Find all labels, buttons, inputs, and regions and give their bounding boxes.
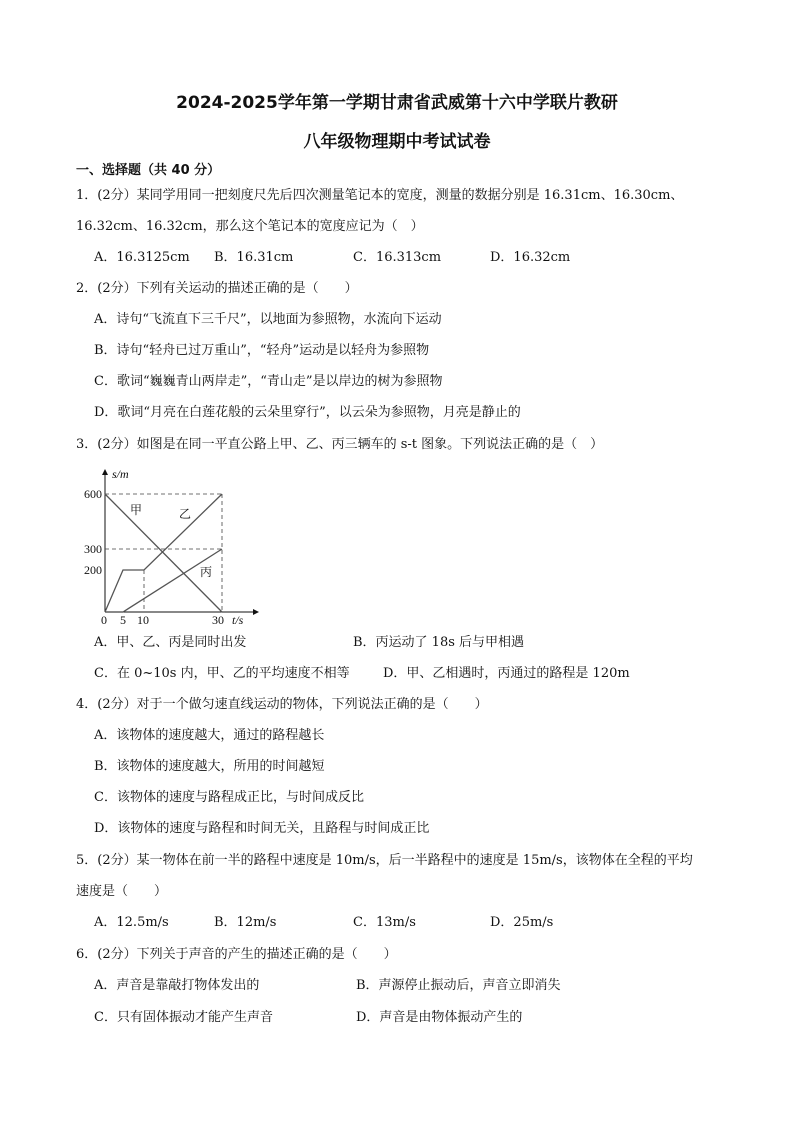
question-3-option-d: D．甲、乙相遇时，丙通过的路程是 120m bbox=[383, 666, 630, 681]
question-1-option-b: B．16.31cm bbox=[214, 250, 294, 265]
label-jia: 甲 bbox=[130, 503, 143, 517]
y-tick-600: 600 bbox=[84, 487, 102, 501]
question-4-option-d: D．该物体的速度与路程和时间无关，且路程与时间成正比 bbox=[94, 821, 430, 836]
page-subtitle: 八年级物理期中考试试卷 bbox=[303, 132, 491, 152]
origin-label: 0 bbox=[101, 613, 107, 626]
label-yi: 乙 bbox=[179, 507, 192, 521]
question-2-option-c: C．歌词“巍巍青山两岸走”，“青山走”是以岸边的树为参照物 bbox=[94, 374, 443, 389]
x-tick-10: 10 bbox=[137, 613, 149, 626]
line-bing bbox=[123, 549, 222, 612]
x-tick-30: 30 bbox=[212, 613, 224, 626]
x-tick-5: 5 bbox=[120, 613, 126, 626]
y-tick-300: 300 bbox=[84, 542, 102, 556]
question-5-option-c: C．13m/s bbox=[353, 915, 416, 930]
question-4-option-a: A．该物体的速度越大，通过的路程越长 bbox=[94, 728, 325, 743]
question-1-line-2: 16.32cm、16.32cm，那么这个笔记本的宽度应记为（ ） bbox=[76, 219, 424, 234]
question-2-line-1: 2．(2分）下列有关运动的描述正确的是（ ） bbox=[76, 281, 358, 296]
question-4-option-b: B．该物体的速度越大，所用的时间越短 bbox=[94, 759, 325, 774]
question-1-option-c: C．16.313cm bbox=[353, 250, 442, 265]
question-6-option-c: C．只有固体振动才能产生声音 bbox=[94, 1010, 273, 1025]
question-4-option-c: C．该物体的速度与路程成正比，与时间成反比 bbox=[94, 790, 364, 805]
question-6-line-1: 6．(2分）下列关于声音的产生的描述正确的是（ ） bbox=[76, 947, 397, 962]
s-t-graph bbox=[82, 466, 262, 626]
question-1-option-a: A．16.3125cm bbox=[94, 250, 190, 265]
question-3-option-a: A．甲、乙、丙是同时出发 bbox=[94, 635, 247, 650]
question-5-line-1: 5．(2分）某一物体在前一半的路程中速度是 10m/s，后一半路程中的速度是 15m/s，该物体在全程的平均 bbox=[76, 853, 693, 868]
question-5-option-b: B．12m/s bbox=[214, 915, 277, 930]
page-title: 2024-2025学年第一学期甘肃省武威第十六中学联片教研 bbox=[176, 93, 618, 113]
x-axis-label: t/s bbox=[232, 613, 244, 626]
question-2-option-a: A．诗句“飞流直下三千尺”，以地面为参照物，水流向下运动 bbox=[94, 312, 442, 327]
question-2-option-b: B．诗句“轻舟已过万重山”，“轻舟”运动是以轻舟为参照物 bbox=[94, 343, 430, 358]
question-3-option-b: B．丙运动了 18s 后与甲相遇 bbox=[353, 635, 525, 650]
question-2-option-d: D．歌词“月亮在白莲花般的云朵里穿行”，以云朵为参照物，月亮是静止的 bbox=[94, 405, 521, 420]
question-5-option-d: D．25m/s bbox=[490, 915, 554, 930]
question-1-option-d: D．16.32cm bbox=[490, 250, 571, 265]
question-4-line-1: 4．(2分）对于一个做匀速直线运动的物体，下列说法正确的是（ ） bbox=[76, 697, 488, 712]
label-bing: 丙 bbox=[200, 565, 213, 579]
question-5-line-2: 速度是（ ） bbox=[76, 884, 168, 899]
question-3-option-c: C．在 0~10s 内，甲、乙的平均速度不相等 bbox=[94, 666, 350, 681]
question-6-option-a: A．声音是靠敲打物体发出的 bbox=[94, 978, 260, 993]
question-6-option-b: B．声源停止振动后，声音立即消失 bbox=[356, 978, 561, 993]
question-5-option-a: A．12.5m/s bbox=[94, 915, 169, 930]
question-3-line-1: 3．(2分）如图是在同一平直公路上甲、乙、丙三辆车的 s-t 图象。下列说法正确的是（ ） bbox=[76, 437, 604, 452]
y-tick-200: 200 bbox=[84, 563, 102, 577]
question-6-option-d: D．声音是由物体振动产生的 bbox=[356, 1010, 523, 1025]
question-1-line-1: 1．(2分）某同学用同一把刻度尺先后四次测量笔记本的宽度，测量的数据分别是 16.31cm、16.30cm、 bbox=[76, 188, 684, 203]
y-axis-label: s/m bbox=[112, 467, 129, 481]
section-heading: 一、选择题（共 40 分） bbox=[76, 163, 221, 178]
